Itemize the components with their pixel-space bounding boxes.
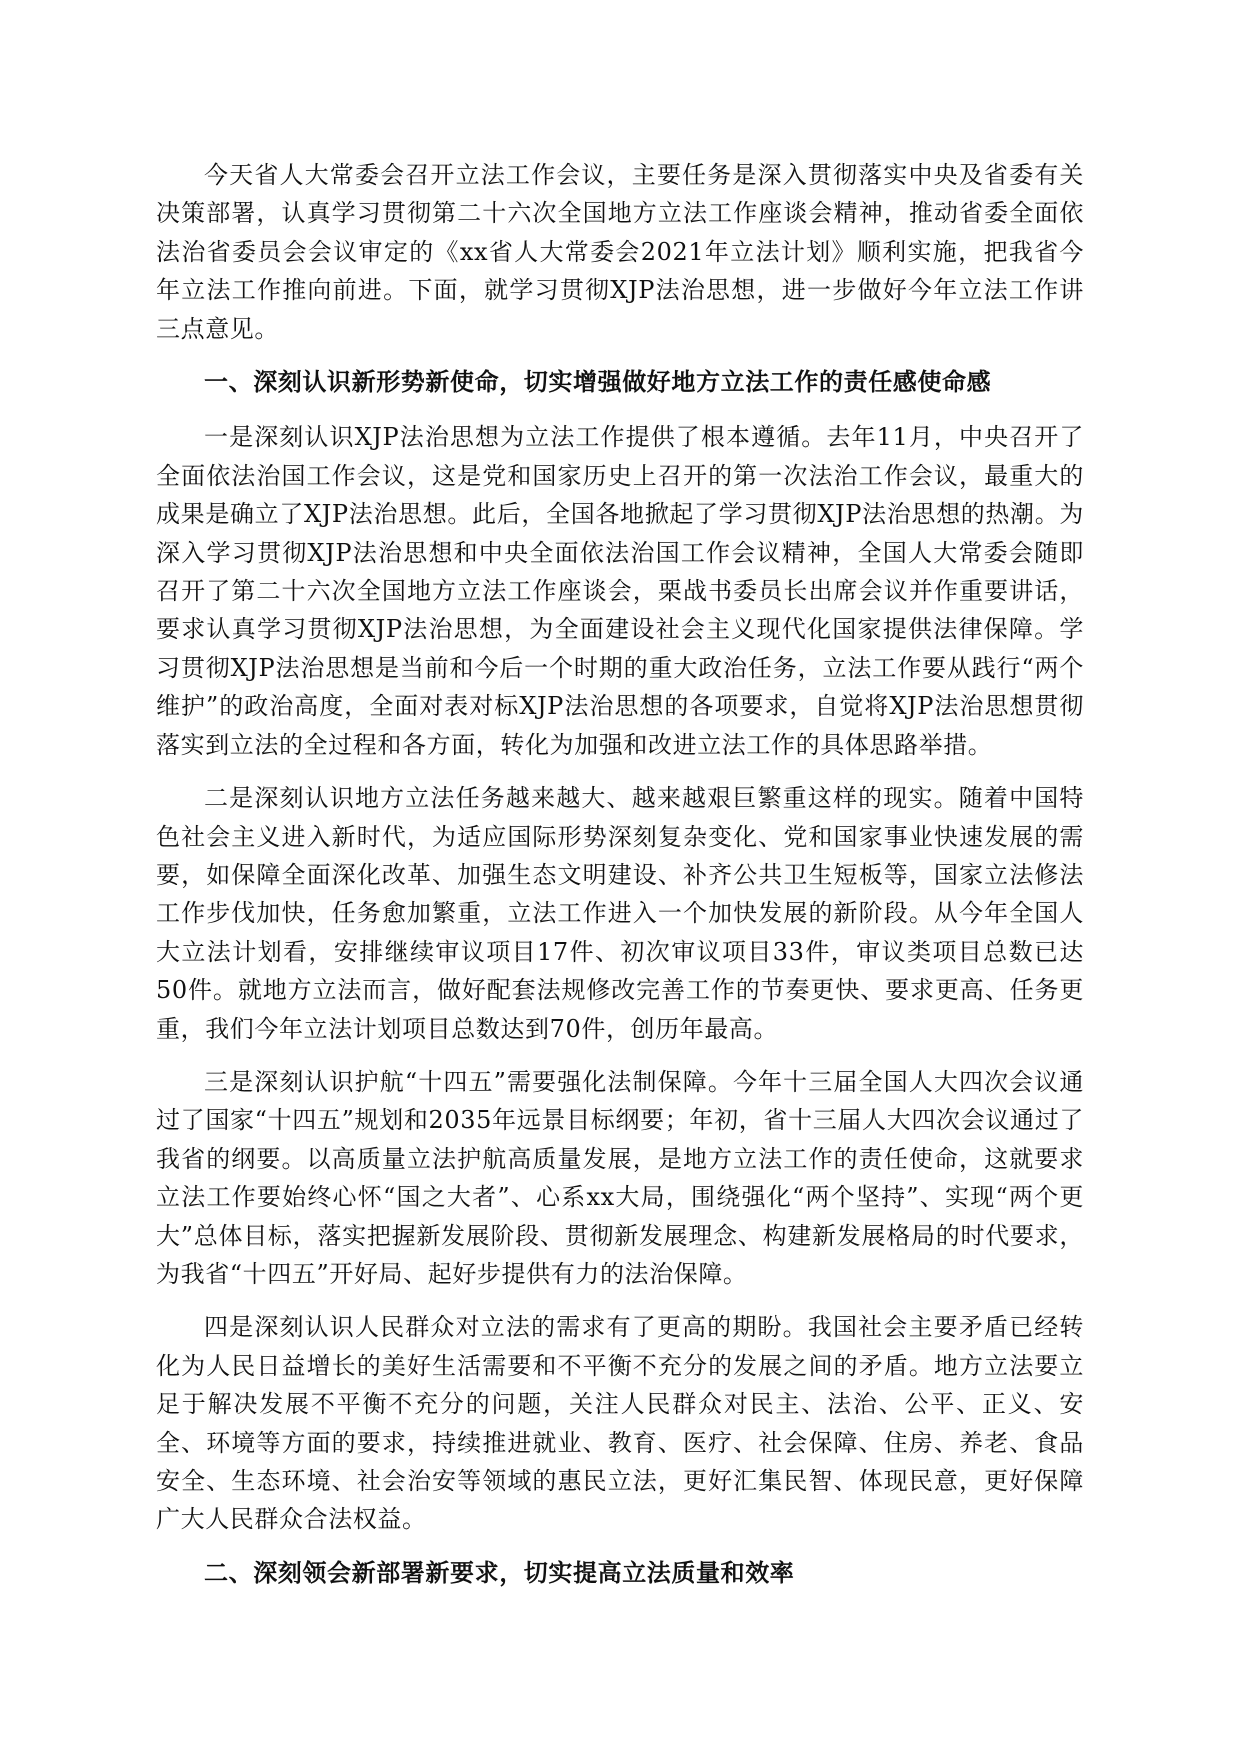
point-2-paragraph: 二是深刻认识地方立法任务越来越大、越来越艰巨繁重这样的现实。随着中国特色社会主义进入新时代，为适应国际形势深刻复杂变化、党和国家事业快速发展的需要，如保障全面深化改革、加强生态文明建设、补齐公共卫生短板等，国家立法修法工作步伐加快，任务愈加繁重，立法工作进入一个加快发展的新阶段。从今年全国人大立法计划看，安排继续审议项目17件、初次审议项目33件，审议类项目总数已达50件。就地方立法而言，做好配套法规修改完善工作的节奏更快、要求更高、任务更重，我们今年立法计划项目总数达到70件，创历年最高。 xyxy=(156,784,1084,1043)
point-3-paragraph: 三是深刻认识护航“十四五”需要强化法制保障。今年十三届全国人大四次会议通过了国家“十四五”规划和2035年远景目标纲要；年初，省十三届人大四次会议通过了我省的纲要。以高质量立法护航高质量发展，是地方立法工作的责任使命，这就要求立法工作要始终心怀“国之大者”、心系xx大局，围绕强化“两个坚持”、实现“两个更大”总体目标，落实把握新发展阶段、贯彻新发展理念、构建新发展格局的时代要求，为我省“十四五”开好局、起好步提供有力的法治保障。 xyxy=(156,1067,1084,1288)
point-4-paragraph: 四是深刻认识人民群众对立法的需求有了更高的期盼。我国社会主要矛盾已经转化为人民日益增长的美好生活需要和不平衡不充分的发展之间的矛盾。地方立法要立足于解决发展不平衡不充分的问题，关注人民群众对民主、法治、公平、正义、安全、环境等方面的要求，持续推进就业、教育、医疗、社会保障、住房、养老、食品安全、生态环境、社会治安等领域的惠民立法，更好汇集民智、体现民意，更好保障广大人民群众合法权益。 xyxy=(156,1313,1084,1534)
section-heading-1: 一、深刻认识新形势新使命，切实增强做好地方立法工作的责任感使命感 xyxy=(204,367,992,397)
point-1-paragraph: 一是深刻认识XJP法治思想为立法工作提供了根本遵循。去年11月，中央召开了全面依法治国工作会议，这是党和国家历史上召开的第一次法治工作会议，最重大的成果是确立了XJP法治思想。此后，全国各地掀起了学习贯彻XJP法治思想的热潮。为深入学习贯彻XJP法治思想和中央全面依法治国工作会议精神，全国人大常委会随即召开了第二十六次全国地方立法工作座谈会，栗战书委员长出席会议并作重要讲话，要求认真学习贯彻XJP法治思想，为全面建设社会主义现代化国家提供法律保障。学习贯彻XJP法治思想是当前和今后一个时期的重大政治任务，立法工作要从践行“两个维护”的政治高度，全面对表对标XJP法治思想的各项要求，自觉将XJP法治思想贯彻落实到立法的全过程和各方面，转化为加强和改进立法工作的具体思路举措。 xyxy=(156,423,1084,759)
document-body xyxy=(156,156,1084,1609)
section-heading-2: 二、深刻领会新部署新要求，切实提高立法质量和效率 xyxy=(204,1557,795,1587)
intro-paragraph: 今天省人大常委会召开立法工作会议，主要任务是深入贯彻落实中央及省委有关决策部署，认真学习贯彻第二十六次全国地方立法工作座谈会精神，推动省委全面依法治省委员会会议审定的《xx省人大常委会2021年立法计划》顺利实施，把我省今年立法工作推向前进。下面，就学习贯彻XJP法治思想，进一步做好今年立法工作讲三点意见。 xyxy=(156,161,1084,343)
